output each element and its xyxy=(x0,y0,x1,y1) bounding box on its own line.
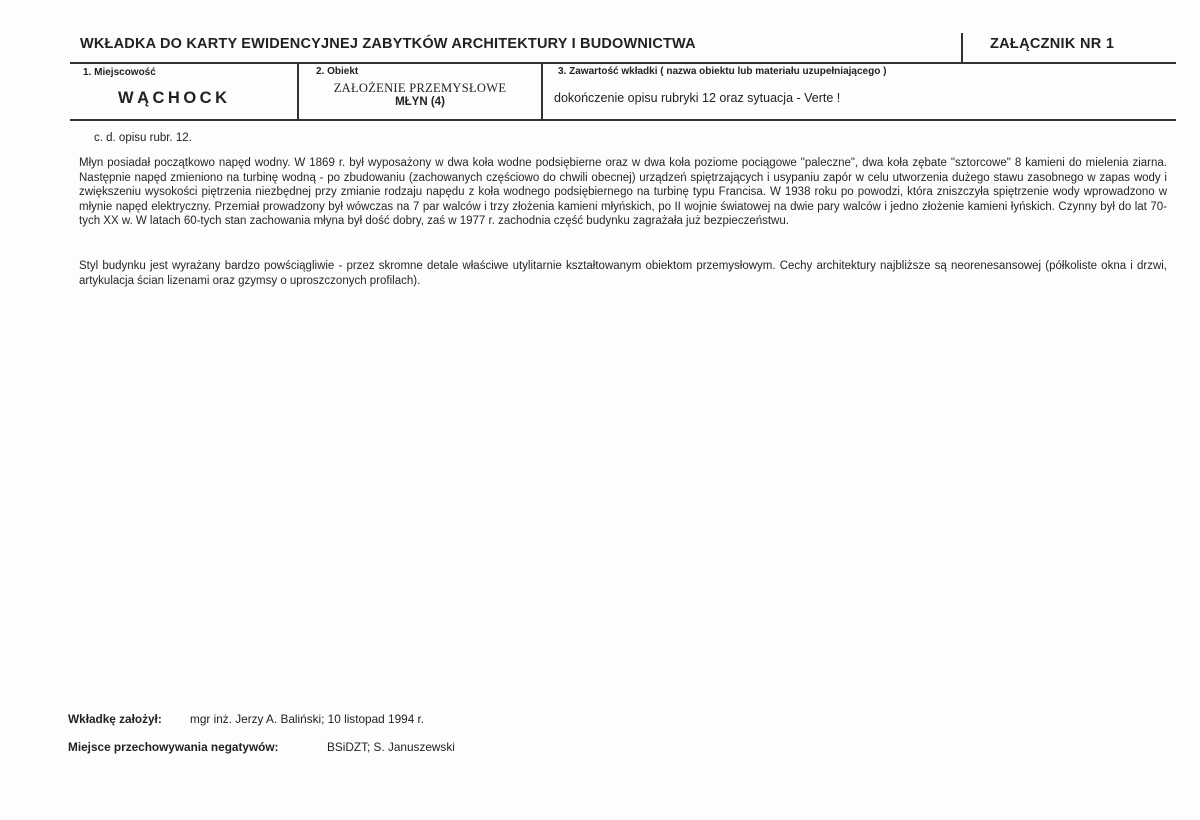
object-value-line2: MŁYN (4) xyxy=(395,96,445,108)
style-paragraph: Styl budynku jest wyrażany bardzo powściągliwie - przez skromne detale właściwe utylitarnie kształtowanym obiektom przemysłowym. Cechy architektury najbliższe są neorenesansowej (półkoliste okna i drzwi, artykulacja ścian lizenami oraz gzymsy o uproszczonych profilach). xyxy=(79,260,1167,287)
founded-row xyxy=(68,712,425,726)
document-title: WKŁADKA DO KARTY EWIDENCYJNEJ ZABYTKÓW ARCHITEKTURY I BUDOWNICTWA xyxy=(80,36,696,52)
negatives-row xyxy=(68,740,455,754)
place-label: 1. Miejscowość xyxy=(83,67,156,78)
place-value: WĄCHOCK xyxy=(118,89,231,107)
description-paragraph: Młyn posiadał początkowo napęd wodny. W 1869 r. był wyposażony w dwa koła wodne podsiębierne oraz w dwa koła poziome pociągowe "paleczne", dwa koła zębate "sztorcowe" 8 kamieni do mielenia ziarna. Następnie napęd zmieniono na turbinę wodną - po zbudowaniu (zachowanych częściowo do chwili obecnej) urządzeń spiętrzających i usypaniu zapór w celu utworzenia dużego stawu zasobnego w zapas wody i zwiększeniu wysokości piętrzenia niezbędnej przy zmianie rodzaju napędu z koła wodnego podsiębiernego na turbinę typu Francisa. W 1938 roku po powodzi, która zniszczyła spiętrzenie wody wprowadzono w młynie napęd elektryczny. Przemiał prowadzony był wówczas na 7 par walców i trzy złożenia kamieni młyńskich, po II wojnie światowej na dwie pary walców i jedno złożenie kamieni łyńskich. Czynny był do lat 70-tych XX w. W latach 60-tych stan zachowania młyna był dość dobry, zaś w 1977 r. zachodnia część budynku zagrażała już bezpieczeństwu. xyxy=(79,157,1167,228)
header-divider xyxy=(961,33,963,63)
field-divider-2 xyxy=(541,63,543,120)
annex-number: ZAŁĄCZNIK NR 1 xyxy=(990,36,1115,52)
founded-label: Wkładkę założył: xyxy=(68,712,162,726)
object-label: 2. Obiekt xyxy=(316,66,359,77)
field-divider-1 xyxy=(297,63,299,120)
header-rule xyxy=(70,62,1176,64)
object-value-line1: ZAŁOŻENIE PRZEMYSŁOWE xyxy=(333,81,507,95)
content-value: dokończenie opisu rubryki 12 oraz sytuacja - Verte ! xyxy=(554,91,841,105)
continuation-note: c. d. opisu rubr. 12. xyxy=(94,132,192,144)
negatives-value: BSiDZT; S. Januszewski xyxy=(327,740,455,754)
fields-rule xyxy=(70,119,1176,121)
negatives-label: Miejsce przechowywania negatywów: xyxy=(68,740,279,754)
founded-value: mgr inż. Jerzy A. Baliński; 10 listopad 1994 r. xyxy=(190,712,425,726)
content-label: 3. Zawartość wkładki ( nazwa obiektu lub materiału uzupełniającego ) xyxy=(558,66,887,77)
